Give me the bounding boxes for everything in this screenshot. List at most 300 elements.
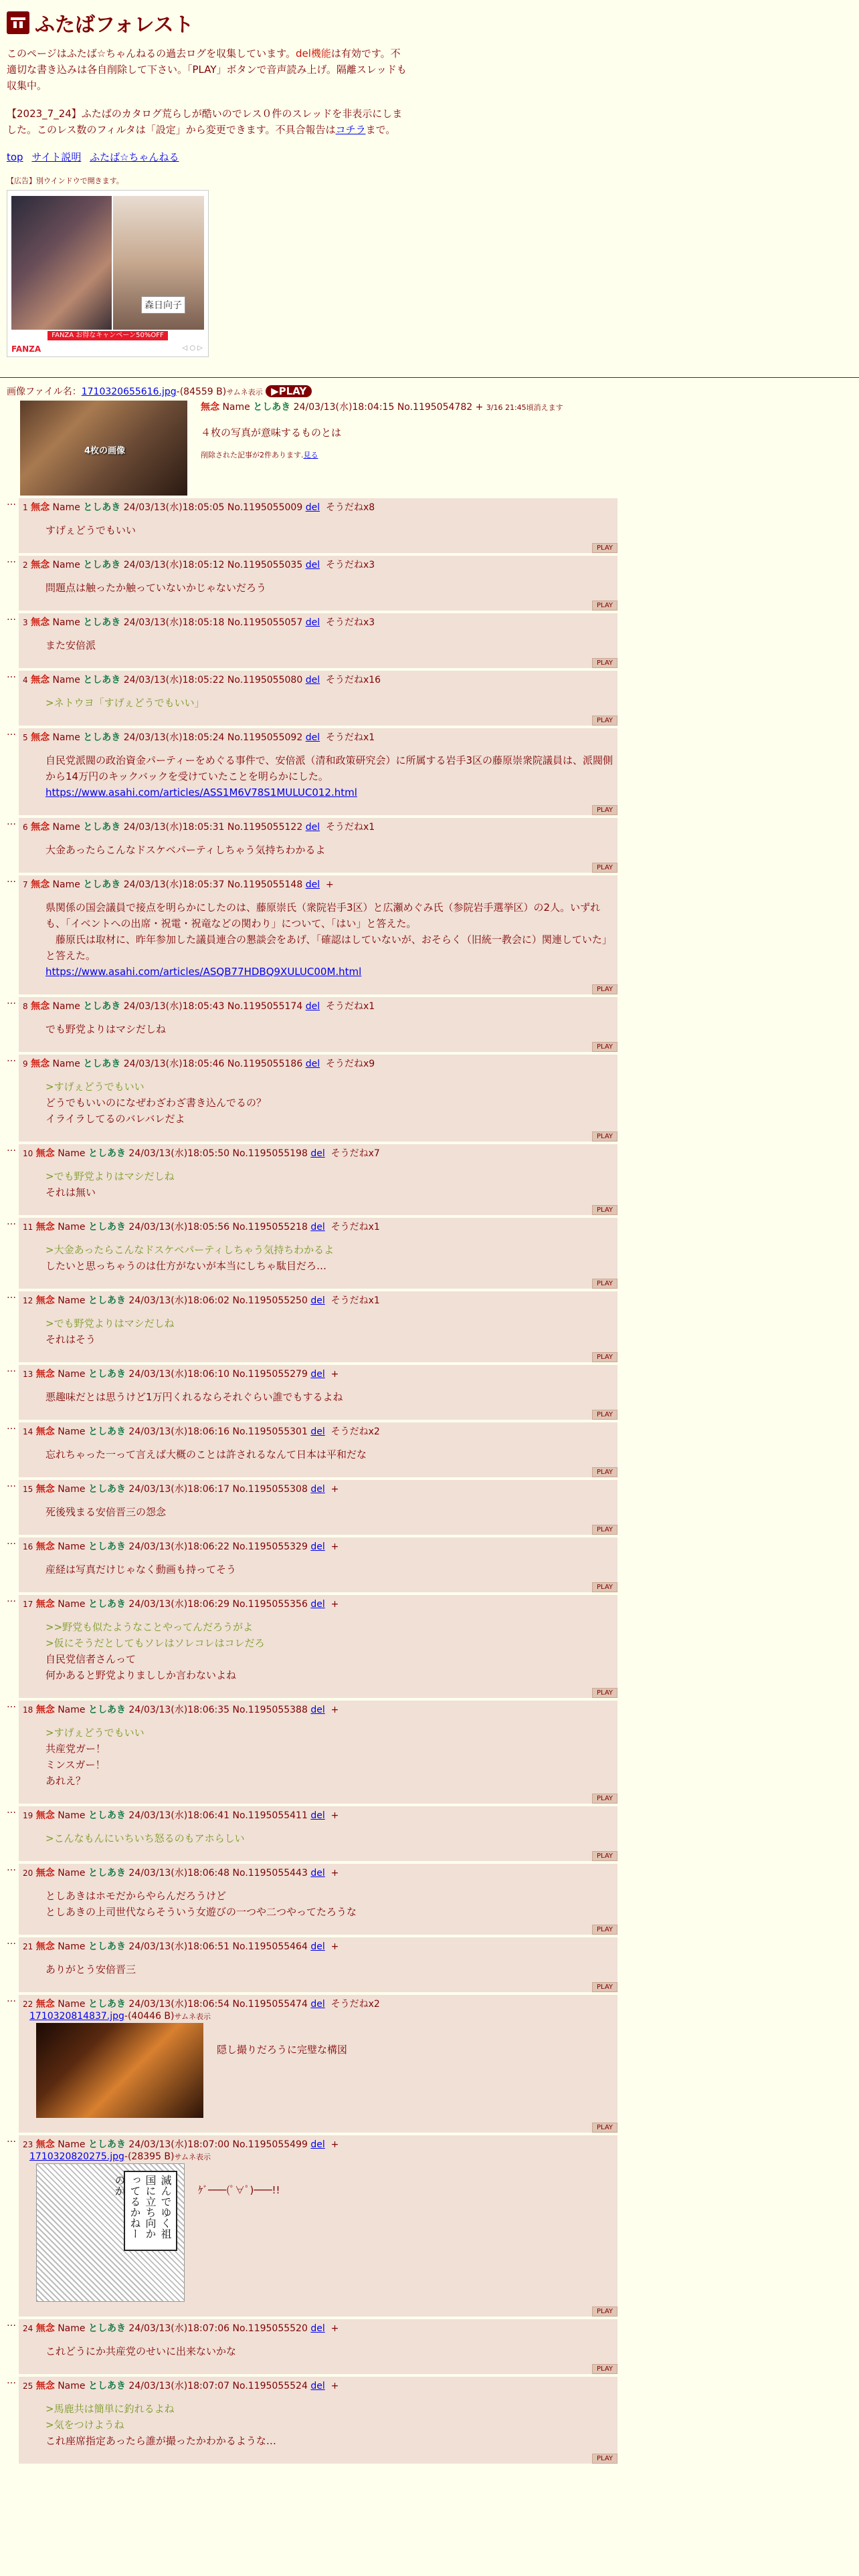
op-thumb-label: 4枚の画像 bbox=[84, 446, 126, 456]
reply-meta bbox=[23, 821, 613, 834]
reply-meta bbox=[23, 501, 613, 514]
sodane-button[interactable]: そうだねx2 bbox=[330, 1426, 380, 1437]
intro-text bbox=[7, 45, 408, 138]
reply-number[interactable]: No.1195055035 bbox=[227, 560, 303, 570]
reply-meta bbox=[23, 1483, 613, 1496]
nav-links bbox=[7, 150, 852, 165]
sodane-button[interactable]: + bbox=[325, 879, 334, 890]
reply-post bbox=[7, 1144, 852, 1215]
reply-name-label: Name bbox=[58, 1705, 86, 1715]
reply-number[interactable]: No.1195055174 bbox=[227, 1001, 303, 1012]
reply-play-button[interactable]: PLAY bbox=[592, 601, 617, 611]
reply-line: どうでもいいのになぜわざわざ書き込んでるの？ bbox=[45, 1097, 267, 1109]
reply-play-button[interactable]: PLAY bbox=[592, 2454, 617, 2464]
reply-play-button[interactable]: PLAY bbox=[592, 2364, 617, 2374]
reply-marker: … bbox=[7, 1936, 16, 1947]
sodane-button[interactable]: + bbox=[330, 1541, 339, 1552]
reply-play-button[interactable]: PLAY bbox=[592, 2306, 617, 2317]
reply-meta bbox=[23, 1866, 613, 1880]
sodane-button[interactable]: + bbox=[330, 1868, 339, 1879]
reply-thumbnail[interactable] bbox=[36, 2023, 203, 2118]
reply-subject: 無念 bbox=[35, 1999, 55, 2010]
reply-body bbox=[45, 1446, 613, 1463]
reply-post bbox=[7, 2319, 852, 2374]
del-link[interactable]: del bbox=[310, 1148, 325, 1159]
reply-name: としあき bbox=[88, 1426, 126, 1437]
sodane-button[interactable]: そうだねx1 bbox=[325, 822, 375, 833]
site-title: ふたばフォレスト bbox=[35, 13, 194, 37]
manga-speech-panel: 滅んでゆく祖国に立ち向かってるかねーのか bbox=[124, 2171, 177, 2251]
reply-line: 問題点は触ったか触っていないかじゃないだろう bbox=[45, 582, 267, 594]
reply-number[interactable]: No.1195055080 bbox=[227, 675, 303, 685]
reply-index: 6 bbox=[23, 823, 28, 832]
reply-name-label: Name bbox=[58, 1484, 86, 1495]
reply-datetime: 24/03/13(水)18:06:29 bbox=[128, 1599, 230, 1610]
del-link[interactable]: del bbox=[310, 1941, 325, 1952]
reply-subject: 無念 bbox=[31, 822, 50, 833]
reply-meta bbox=[23, 558, 613, 572]
reply-subject: 無念 bbox=[35, 1705, 55, 1715]
reply-post bbox=[7, 613, 852, 668]
reply-index: 20 bbox=[23, 1868, 33, 1878]
reply-body bbox=[45, 1315, 613, 1348]
del-link[interactable]: del bbox=[310, 1999, 325, 2010]
reply-list bbox=[0, 498, 859, 2477]
reply-play-button[interactable]: PLAY bbox=[592, 1467, 617, 1477]
reply-box bbox=[19, 498, 617, 553]
reply-number[interactable]: No.1195055308 bbox=[232, 1484, 308, 1495]
reply-name-label: Name bbox=[58, 2323, 86, 2334]
reply-name: としあき bbox=[88, 1810, 126, 1821]
reply-text bbox=[217, 2042, 347, 2118]
reply-marker: … bbox=[7, 1994, 16, 2004]
del-link[interactable]: del bbox=[305, 732, 320, 743]
reply-play-button[interactable]: PLAY bbox=[592, 1205, 617, 1215]
del-link[interactable]: del bbox=[305, 560, 320, 570]
intro-paragraph-2 bbox=[7, 106, 408, 138]
reply-index: 19 bbox=[23, 1811, 33, 1820]
reply-name: としあき bbox=[88, 2323, 126, 2334]
reply-number[interactable]: No.1195055250 bbox=[232, 1295, 308, 1306]
site-logo-icon[interactable] bbox=[7, 11, 29, 34]
reply-subject: 無念 bbox=[35, 1222, 55, 1232]
reply-post bbox=[7, 818, 852, 873]
reply-box bbox=[19, 1806, 617, 1861]
reply-datetime: 24/03/13(水)18:07:00 bbox=[128, 2139, 230, 2150]
op-name: としあき bbox=[253, 402, 291, 413]
reply-post bbox=[7, 1806, 852, 1861]
reply-body bbox=[45, 1504, 613, 1520]
reply-meta bbox=[23, 1294, 613, 1307]
reply-number[interactable]: No.1195055148 bbox=[227, 879, 303, 890]
reply-file-row bbox=[29, 2151, 613, 2162]
reply-box bbox=[19, 1701, 617, 1804]
sodane-button[interactable]: + bbox=[330, 1941, 339, 1952]
quote-line: >こんなもんにいちいち怒るのもアホらしい bbox=[45, 1832, 245, 1844]
reply-name-label: Name bbox=[58, 1148, 86, 1159]
reply-play-button[interactable]: PLAY bbox=[592, 1982, 617, 1992]
op-number[interactable]: No.1195054782 bbox=[397, 402, 473, 413]
reply-name-label: Name bbox=[58, 1222, 86, 1232]
reply-body bbox=[45, 1562, 613, 1578]
sodane-button[interactable]: そうだねx1 bbox=[330, 1295, 380, 1306]
reply-line: 死後残まる安倍晋三の怨念 bbox=[45, 1506, 167, 1518]
reply-play-button[interactable]: PLAY bbox=[592, 984, 617, 994]
reply-play-button[interactable]: PLAY bbox=[592, 1042, 617, 1052]
reply-body bbox=[45, 752, 613, 800]
reply-post bbox=[7, 1055, 852, 1142]
reply-play-button[interactable]: PLAY bbox=[592, 658, 617, 668]
reply-line: 悪趣味だとは思うけど1万円くれるならそれぐらい誰でもするよね bbox=[45, 1391, 343, 1403]
ad-note: 【広告】別ウインドウで開きます。 bbox=[7, 177, 124, 185]
reply-meta bbox=[23, 1425, 613, 1438]
reply-marker: … bbox=[7, 669, 16, 680]
reply-play-button[interactable]: PLAY bbox=[592, 1925, 617, 1935]
reply-meta bbox=[23, 673, 613, 687]
op-plus[interactable]: + bbox=[475, 402, 484, 413]
reply-index: 7 bbox=[23, 880, 28, 889]
reply-play-button[interactable]: PLAY bbox=[592, 1688, 617, 1698]
reply-marker: … bbox=[7, 497, 16, 508]
sodane-button[interactable]: そうだねx8 bbox=[325, 502, 375, 513]
reply-line: としあきの上司世代ならそういう女遊びの一つや二つやってたろうな bbox=[45, 1906, 357, 1918]
reply-play-button[interactable]: PLAY bbox=[592, 805, 617, 815]
reply-body bbox=[45, 2343, 613, 2359]
file-label: 画像ファイル名： bbox=[7, 387, 82, 397]
reply-datetime: 24/03/13(水)18:07:07 bbox=[128, 2381, 230, 2391]
reply-box bbox=[19, 1937, 617, 1992]
quote-line: >>野党も似たようなことやってんだろうがよ bbox=[45, 1621, 254, 1633]
reply-post bbox=[7, 2377, 852, 2464]
reply-number[interactable]: No.1195055443 bbox=[232, 1868, 308, 1879]
del-link[interactable]: del bbox=[310, 1868, 325, 1879]
reply-box bbox=[19, 1422, 617, 1477]
reply-name-label: Name bbox=[58, 1369, 86, 1380]
reply-subject: 無念 bbox=[35, 1541, 55, 1552]
reply-meta bbox=[23, 1809, 613, 1822]
reply-play-button[interactable]: PLAY bbox=[592, 1410, 617, 1420]
reply-number[interactable]: No.1195055474 bbox=[232, 1999, 308, 2010]
separator bbox=[0, 377, 859, 378]
reply-post bbox=[7, 1701, 852, 1804]
sodane-button[interactable]: そうだねx1 bbox=[325, 1001, 375, 1012]
reply-number[interactable]: No.1195055356 bbox=[232, 1599, 308, 1610]
ad-banner[interactable] bbox=[7, 190, 209, 357]
reply-subject: 無念 bbox=[31, 560, 50, 570]
op-thumbnail[interactable] bbox=[20, 401, 187, 496]
reply-line: ｹﾞ───(ﾟ∀ﾟ)───!! bbox=[198, 2184, 280, 2196]
reply-play-button[interactable]: PLAY bbox=[592, 1279, 617, 1289]
del-link[interactable]: del bbox=[305, 879, 320, 890]
del-link[interactable]: del bbox=[310, 1541, 325, 1552]
reply-name: としあき bbox=[83, 732, 121, 743]
reply-line: それは無い bbox=[45, 1186, 96, 1198]
reply-box bbox=[19, 818, 617, 873]
reply-box bbox=[19, 728, 617, 815]
sodane-button[interactable]: + bbox=[330, 1810, 339, 1821]
reply-line: あれえ？ bbox=[45, 1775, 86, 1787]
sodane-button[interactable]: + bbox=[330, 1705, 339, 1715]
reply-post bbox=[7, 1291, 852, 1362]
reply-meta bbox=[23, 1703, 613, 1717]
reply-play-button[interactable]: PLAY bbox=[592, 1851, 617, 1861]
del-link[interactable]: del bbox=[305, 1059, 320, 1069]
reply-index: 22 bbox=[23, 2000, 33, 2009]
reply-number[interactable]: No.1195055301 bbox=[232, 1426, 308, 1437]
sodane-button[interactable]: そうだねx3 bbox=[325, 560, 375, 570]
reply-box bbox=[19, 1864, 617, 1935]
sodane-button[interactable]: + bbox=[330, 1484, 339, 1495]
reply-index: 4 bbox=[23, 675, 28, 685]
del-link[interactable]: del bbox=[305, 1001, 320, 1012]
del-link[interactable]: del bbox=[305, 675, 320, 685]
ad-logo: FANZA bbox=[11, 344, 41, 354]
ad-campaign-banner[interactable]: FANZA お得なキャンペーン50%OFF bbox=[47, 331, 168, 340]
reply-name-label: Name bbox=[52, 560, 80, 570]
quote-line: >でも野党よりはマシだしね bbox=[45, 1170, 175, 1182]
reply-play-button[interactable]: PLAY bbox=[592, 1582, 617, 1592]
del-link[interactable]: del bbox=[310, 1295, 325, 1306]
reply-name-label: Name bbox=[58, 1868, 86, 1879]
bug-report-link[interactable]: コチラ bbox=[335, 124, 366, 136]
del-link[interactable]: del bbox=[310, 1810, 325, 1821]
reply-play-button[interactable]: PLAY bbox=[592, 716, 617, 726]
reply-datetime: 24/03/13(水)18:05:50 bbox=[128, 1148, 230, 1159]
intro-paragraph-1 bbox=[7, 45, 408, 94]
op-expire: 3/16 21:45頃消えます bbox=[486, 403, 563, 412]
reply-marker: … bbox=[7, 1053, 16, 1064]
reply-name: としあき bbox=[88, 1369, 126, 1380]
reply-datetime: 24/03/13(水)18:05:18 bbox=[123, 617, 225, 628]
sodane-button[interactable]: + bbox=[330, 2381, 339, 2391]
reply-number[interactable]: No.1195055198 bbox=[232, 1148, 308, 1159]
reply-body bbox=[45, 2401, 613, 2449]
reply-thumbnail[interactable] bbox=[36, 2163, 185, 2302]
reply-subject: 無念 bbox=[35, 1369, 55, 1380]
del-link[interactable]: del bbox=[305, 502, 320, 513]
reply-name-label: Name bbox=[52, 617, 80, 628]
reply-datetime: 24/03/13(水)18:06:51 bbox=[128, 1941, 230, 1952]
sodane-button[interactable]: + bbox=[330, 1599, 339, 1610]
reply-meta bbox=[23, 1940, 613, 1953]
reply-datetime: 24/03/13(水)18:07:06 bbox=[128, 2323, 230, 2334]
reply-number[interactable]: No.1195055057 bbox=[227, 617, 303, 628]
reply-url-link[interactable]: https://www.asahi.com/articles/ASS1M6V78S1MULUC012.html bbox=[45, 786, 357, 798]
reply-name: としあき bbox=[88, 1599, 126, 1610]
op-subject: 無念 bbox=[201, 402, 219, 413]
reply-body bbox=[45, 842, 613, 858]
reply-box bbox=[19, 1480, 617, 1535]
reply-box bbox=[19, 1144, 617, 1215]
reply-number[interactable]: No.1195055186 bbox=[227, 1059, 303, 1069]
intro-text-span: このページはふたば☆ちゃんねるの過去ログを収集しています。 bbox=[7, 47, 296, 60]
reply-marker: … bbox=[7, 1862, 16, 1873]
sodane-button[interactable]: + bbox=[330, 1369, 339, 1380]
reply-datetime: 24/03/13(水)18:05:31 bbox=[123, 822, 225, 833]
intro-text-span: まで。 bbox=[365, 124, 396, 136]
reply-line: 忘れちゃった一って言えば大概のことは許されるなんて日本は平和だな bbox=[45, 1448, 367, 1461]
del-link[interactable]: del bbox=[310, 1222, 325, 1232]
reply-play-button[interactable]: PLAY bbox=[592, 863, 617, 873]
reply-marker: … bbox=[7, 2318, 16, 2329]
reply-box bbox=[19, 1595, 617, 1698]
del-link[interactable]: del bbox=[310, 1369, 325, 1380]
reply-marker: … bbox=[7, 1479, 16, 1489]
op-file-link[interactable]: 1710320655616.jpg bbox=[81, 387, 177, 397]
reply-number[interactable]: No.1195055092 bbox=[227, 732, 303, 743]
reply-index: 9 bbox=[23, 1059, 28, 1069]
reply-box bbox=[19, 2135, 617, 2317]
reply-post bbox=[7, 1480, 852, 1535]
del-link[interactable]: del bbox=[310, 1599, 325, 1610]
reply-number[interactable]: No.1195055122 bbox=[227, 822, 303, 833]
reply-number[interactable]: No.1195055218 bbox=[232, 1222, 308, 1232]
ad-carousel-arrows[interactable]: ◁ ○ ▷ bbox=[182, 344, 203, 352]
del-link[interactable]: del bbox=[310, 1484, 325, 1495]
reply-index: 16 bbox=[23, 1542, 33, 1551]
reply-body bbox=[45, 1619, 613, 1683]
reply-number[interactable]: No.1195055329 bbox=[232, 1541, 308, 1552]
reply-number[interactable]: No.1195055520 bbox=[232, 2323, 308, 2334]
del-link[interactable]: del bbox=[310, 1705, 325, 1715]
reply-line: 共産党ガー！ bbox=[45, 1743, 106, 1755]
reply-marker: … bbox=[7, 1536, 16, 1547]
reply-post bbox=[7, 498, 852, 553]
reply-number[interactable]: No.1195055009 bbox=[227, 502, 303, 513]
reply-number[interactable]: No.1195055499 bbox=[232, 2139, 308, 2150]
reply-index: 17 bbox=[23, 1600, 33, 1609]
sodane-button[interactable]: そうだねx1 bbox=[325, 732, 375, 743]
reply-post bbox=[7, 1937, 852, 1992]
nav-about-link[interactable]: サイト説明 bbox=[31, 151, 82, 163]
thumb-note: サムネ表示 bbox=[174, 2153, 211, 2161]
del-link[interactable]: del bbox=[305, 617, 320, 628]
reply-meta bbox=[23, 1000, 613, 1013]
reply-index: 8 bbox=[23, 1002, 28, 1011]
del-link[interactable]: del bbox=[305, 822, 320, 833]
reply-play-button[interactable]: PLAY bbox=[592, 1132, 617, 1142]
reply-file-link[interactable]: 1710320820275.jpg bbox=[29, 2151, 124, 2162]
op-file-row bbox=[7, 385, 852, 398]
reply-play-button[interactable]: PLAY bbox=[592, 543, 617, 553]
quote-line: >でも野党よりはマシだしね bbox=[45, 1317, 175, 1329]
sodane-button[interactable]: + bbox=[330, 2323, 339, 2334]
reply-name: としあき bbox=[83, 617, 121, 628]
reply-play-button[interactable]: PLAY bbox=[592, 2123, 617, 2133]
reply-subject: 無念 bbox=[31, 879, 50, 890]
reply-line: イライラしてるのバレバレだよ bbox=[45, 1113, 185, 1125]
reply-index: 2 bbox=[23, 560, 28, 570]
deleted-notice-text: 削除された記事が2件あります. bbox=[201, 451, 304, 459]
sodane-button[interactable]: そうだねx1 bbox=[330, 1222, 380, 1232]
show-deleted-link[interactable]: 見る bbox=[303, 451, 318, 459]
reply-name-label: Name bbox=[58, 2139, 86, 2150]
reply-line: これ座席指定あったら誰が撮ったかわかるような… bbox=[45, 2435, 276, 2447]
sodane-button[interactable]: そうだねx9 bbox=[325, 1059, 375, 1069]
op-play-button[interactable]: ▶PLAY bbox=[266, 385, 312, 397]
del-info-link[interactable]: del機能 bbox=[295, 47, 331, 60]
sodane-button[interactable]: + bbox=[330, 2139, 339, 2150]
del-link[interactable]: del bbox=[310, 2381, 325, 2391]
reply-marker: … bbox=[7, 727, 16, 738]
reply-index: 14 bbox=[23, 1427, 33, 1436]
reply-name-label: Name bbox=[52, 1059, 80, 1069]
reply-subject: 無念 bbox=[31, 502, 50, 513]
reply-index: 15 bbox=[23, 1485, 33, 1494]
reply-line: としあきはホモだからやらんだろうけど bbox=[45, 1890, 227, 1902]
reply-subject: 無念 bbox=[31, 1001, 50, 1012]
reply-index: 18 bbox=[23, 1705, 33, 1715]
reply-datetime: 24/03/13(水)18:06:35 bbox=[128, 1705, 230, 1715]
reply-marker: … bbox=[7, 1594, 16, 1604]
reply-meta bbox=[23, 2379, 613, 2393]
nav-futaba-link[interactable]: ふたば☆ちゃんねる bbox=[90, 151, 179, 163]
reply-file-link[interactable]: 1710320814837.jpg bbox=[29, 2011, 124, 2022]
reply-name: としあき bbox=[88, 2381, 126, 2391]
del-link[interactable]: del bbox=[310, 1426, 325, 1437]
reply-body bbox=[45, 1021, 613, 1037]
reply-number[interactable]: No.1195055524 bbox=[232, 2381, 308, 2391]
reply-number[interactable]: No.1195055388 bbox=[232, 1705, 308, 1715]
ad-image-left[interactable] bbox=[11, 196, 112, 330]
sodane-button[interactable]: そうだねx7 bbox=[330, 1148, 380, 1159]
reply-number[interactable]: No.1195055279 bbox=[232, 1369, 308, 1380]
reply-box bbox=[19, 1365, 617, 1420]
reply-line: 隠し撮りだろうに完璧な構図 bbox=[217, 2044, 348, 2056]
reply-number[interactable]: No.1195055464 bbox=[232, 1941, 308, 1952]
reply-name-label: Name bbox=[58, 1810, 86, 1821]
quote-line: >すげぇどうでもいい bbox=[45, 1727, 145, 1739]
reply-text bbox=[198, 2182, 280, 2302]
reply-name: としあき bbox=[83, 560, 121, 570]
reply-post bbox=[7, 997, 852, 1052]
reply-name-label: Name bbox=[52, 822, 80, 833]
reply-number[interactable]: No.1195055411 bbox=[232, 1810, 308, 1821]
reply-post bbox=[7, 1864, 852, 1935]
reply-index: 10 bbox=[23, 1149, 33, 1158]
sodane-button[interactable]: そうだねx16 bbox=[325, 675, 381, 685]
reply-name-label: Name bbox=[52, 732, 80, 743]
reply-line: これどうにか共産党のせいに出来ないかな bbox=[45, 2345, 237, 2357]
reply-line: 藤原氏は取材に、昨年参加した議員連合の懇談会をあげ、「確認はしていないが、おそらく（旧統一教会に）関連していた」と答えた。 bbox=[45, 934, 612, 962]
reply-name: としあき bbox=[88, 1295, 126, 1306]
reply-url-link[interactable]: https://www.asahi.com/articles/ASQB77HDBQ9XULUC00M.html bbox=[45, 966, 362, 978]
reply-subject: 無念 bbox=[35, 1484, 55, 1495]
reply-post bbox=[7, 1365, 852, 1420]
reply-play-button[interactable]: PLAY bbox=[592, 1794, 617, 1804]
sodane-button[interactable]: そうだねx3 bbox=[325, 617, 375, 628]
reply-subject: 無念 bbox=[31, 675, 50, 685]
del-link[interactable]: del bbox=[310, 2139, 325, 2150]
nav-top-link[interactable]: top bbox=[7, 151, 23, 163]
reply-datetime: 24/03/13(水)18:06:41 bbox=[128, 1810, 230, 1821]
del-link[interactable]: del bbox=[310, 2323, 325, 2334]
reply-meta bbox=[23, 731, 613, 744]
reply-marker: … bbox=[7, 1143, 16, 1154]
reply-name-label: Name bbox=[58, 1541, 86, 1552]
reply-play-button[interactable]: PLAY bbox=[592, 1525, 617, 1535]
reply-datetime: 24/03/13(水)18:05:46 bbox=[123, 1059, 225, 1069]
reply-play-button[interactable]: PLAY bbox=[592, 1352, 617, 1362]
reply-subject: 無念 bbox=[35, 1295, 55, 1306]
sodane-button[interactable]: そうだねx2 bbox=[330, 1999, 380, 2010]
reply-name-label: Name bbox=[58, 1599, 86, 1610]
reply-body bbox=[45, 899, 613, 980]
reply-datetime: 24/03/13(水)18:05:37 bbox=[123, 879, 225, 890]
reply-index: 25 bbox=[23, 2381, 33, 2391]
file-size: -(84559 B) bbox=[176, 387, 227, 397]
reply-marker: … bbox=[7, 1699, 16, 1710]
